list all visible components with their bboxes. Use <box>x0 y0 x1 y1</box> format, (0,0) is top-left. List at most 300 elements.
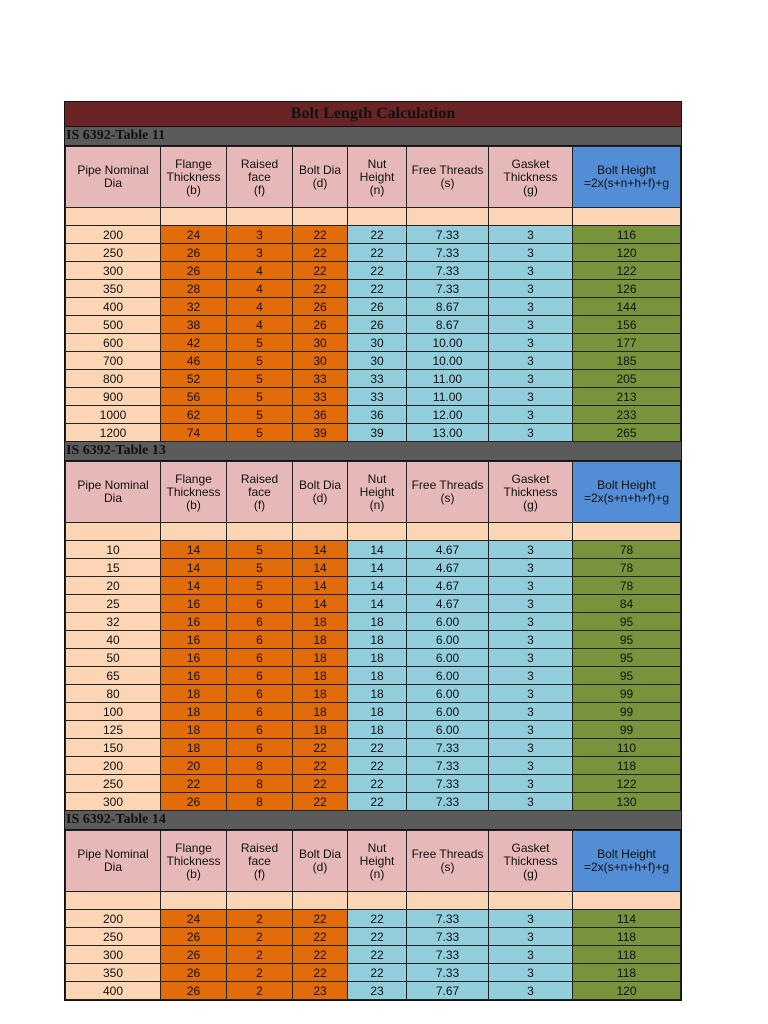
cell-bolt-dia: 22 <box>293 226 348 244</box>
cell-pipe-nominal-dia: 25 <box>66 595 161 613</box>
table-row <box>66 370 681 388</box>
cell-pipe-nominal-dia: 200 <box>66 226 161 244</box>
cell-flange-thickness: 16 <box>161 595 227 613</box>
cell-nut-height: 22 <box>348 757 407 775</box>
cell-free-threads: 6.00 <box>407 685 489 703</box>
cell-gasket-thickness: 3 <box>489 316 573 334</box>
table-row <box>66 595 681 613</box>
cell-flange-thickness: 62 <box>161 406 227 424</box>
cell-nut-height: 18 <box>348 685 407 703</box>
cell-flange-thickness: 42 <box>161 334 227 352</box>
table-row <box>66 244 681 262</box>
cell-bolt-dia: 22 <box>293 757 348 775</box>
cell-bolt-height: 95 <box>573 667 681 685</box>
cell-raised-face: 8 <box>227 793 293 811</box>
cell-bolt-height: 122 <box>573 775 681 793</box>
cell-nut-height: 22 <box>348 739 407 757</box>
cell-flange-thickness: 46 <box>161 352 227 370</box>
cell-free-threads: 7.33 <box>407 964 489 982</box>
cell-raised-face: 4 <box>227 316 293 334</box>
spacer-cell <box>573 523 681 541</box>
cell-free-threads: 7.33 <box>407 262 489 280</box>
spacer-cell <box>573 208 681 226</box>
cell-flange-thickness: 26 <box>161 928 227 946</box>
cell-free-threads: 11.00 <box>407 370 489 388</box>
cell-bolt-height: 265 <box>573 424 681 442</box>
cell-raised-face: 2 <box>227 910 293 928</box>
column-header-nut-height: Nut Height (n) <box>348 147 407 208</box>
cell-nut-height: 39 <box>348 424 407 442</box>
header-row <box>66 831 681 892</box>
cell-nut-height: 14 <box>348 559 407 577</box>
column-header-pipe-nominal-dia: Pipe Nominal Dia <box>66 462 161 523</box>
cell-bolt-height: 126 <box>573 280 681 298</box>
cell-bolt-dia: 14 <box>293 559 348 577</box>
cell-pipe-nominal-dia: 300 <box>66 793 161 811</box>
cell-free-threads: 7.33 <box>407 226 489 244</box>
cell-bolt-height: 205 <box>573 370 681 388</box>
column-header-nut-height: Nut Height (n) <box>348 462 407 523</box>
cell-free-threads: 7.33 <box>407 775 489 793</box>
cell-raised-face: 6 <box>227 631 293 649</box>
cell-free-threads: 7.67 <box>407 982 489 1000</box>
cell-bolt-dia: 23 <box>293 982 348 1000</box>
cell-pipe-nominal-dia: 400 <box>66 982 161 1000</box>
cell-nut-height: 18 <box>348 613 407 631</box>
cell-pipe-nominal-dia: 300 <box>66 262 161 280</box>
spacer-cell <box>293 208 348 226</box>
column-header-free-threads: Free Threads (s) <box>407 462 489 523</box>
cell-pipe-nominal-dia: 900 <box>66 388 161 406</box>
cell-pipe-nominal-dia: 700 <box>66 352 161 370</box>
table-row <box>66 613 681 631</box>
table-row <box>66 910 681 928</box>
cell-raised-face: 6 <box>227 667 293 685</box>
cell-gasket-thickness: 3 <box>489 298 573 316</box>
cell-free-threads: 6.00 <box>407 631 489 649</box>
cell-nut-height: 36 <box>348 406 407 424</box>
cell-nut-height: 26 <box>348 298 407 316</box>
cell-bolt-height: 118 <box>573 757 681 775</box>
cell-flange-thickness: 20 <box>161 757 227 775</box>
cell-gasket-thickness: 3 <box>489 721 573 739</box>
table-row <box>66 757 681 775</box>
cell-bolt-dia: 30 <box>293 334 348 352</box>
cell-nut-height: 22 <box>348 964 407 982</box>
cell-nut-height: 14 <box>348 541 407 559</box>
cell-bolt-height: 95 <box>573 631 681 649</box>
cell-flange-thickness: 26 <box>161 262 227 280</box>
cell-raised-face: 4 <box>227 298 293 316</box>
cell-flange-thickness: 18 <box>161 703 227 721</box>
section-title: IS 6392-Table 14 <box>65 811 681 830</box>
cell-free-threads: 7.33 <box>407 757 489 775</box>
cell-pipe-nominal-dia: 250 <box>66 775 161 793</box>
cell-bolt-height: 120 <box>573 244 681 262</box>
cell-flange-thickness: 18 <box>161 685 227 703</box>
column-header-pipe-nominal-dia: Pipe Nominal Dia <box>66 831 161 892</box>
cell-bolt-height: 233 <box>573 406 681 424</box>
cell-bolt-dia: 18 <box>293 613 348 631</box>
cell-gasket-thickness: 3 <box>489 928 573 946</box>
cell-bolt-height: 130 <box>573 793 681 811</box>
table-row <box>66 631 681 649</box>
column-header-gasket-thickness: Gasket Thickness (g) <box>489 831 573 892</box>
cell-flange-thickness: 18 <box>161 739 227 757</box>
cell-nut-height: 22 <box>348 793 407 811</box>
cell-bolt-dia: 18 <box>293 667 348 685</box>
cell-bolt-height: 177 <box>573 334 681 352</box>
cell-gasket-thickness: 3 <box>489 982 573 1000</box>
cell-pipe-nominal-dia: 100 <box>66 703 161 721</box>
cell-bolt-height: 156 <box>573 316 681 334</box>
cell-raised-face: 3 <box>227 244 293 262</box>
cell-bolt-dia: 22 <box>293 262 348 280</box>
cell-flange-thickness: 24 <box>161 226 227 244</box>
table-row <box>66 541 681 559</box>
cell-pipe-nominal-dia: 500 <box>66 316 161 334</box>
cell-nut-height: 22 <box>348 928 407 946</box>
bolt-table <box>65 461 681 811</box>
spacer-cell <box>227 523 293 541</box>
cell-nut-height: 22 <box>348 262 407 280</box>
cell-free-threads: 7.33 <box>407 928 489 946</box>
cell-pipe-nominal-dia: 200 <box>66 757 161 775</box>
column-header-raised-face: Raised face (f) <box>227 462 293 523</box>
cell-bolt-height: 95 <box>573 613 681 631</box>
cell-free-threads: 8.67 <box>407 316 489 334</box>
cell-gasket-thickness: 3 <box>489 649 573 667</box>
cell-bolt-height: 99 <box>573 721 681 739</box>
cell-gasket-thickness: 3 <box>489 559 573 577</box>
cell-raised-face: 5 <box>227 577 293 595</box>
cell-bolt-dia: 26 <box>293 298 348 316</box>
tables-container <box>65 127 681 1000</box>
cell-bolt-dia: 14 <box>293 541 348 559</box>
cell-gasket-thickness: 3 <box>489 793 573 811</box>
cell-nut-height: 18 <box>348 631 407 649</box>
cell-bolt-height: 122 <box>573 262 681 280</box>
cell-flange-thickness: 52 <box>161 370 227 388</box>
cell-nut-height: 33 <box>348 370 407 388</box>
cell-gasket-thickness: 3 <box>489 541 573 559</box>
cell-nut-height: 22 <box>348 910 407 928</box>
cell-flange-thickness: 22 <box>161 775 227 793</box>
cell-nut-height: 22 <box>348 280 407 298</box>
spacer-cell <box>66 208 161 226</box>
cell-bolt-dia: 30 <box>293 352 348 370</box>
cell-flange-thickness: 32 <box>161 298 227 316</box>
cell-raised-face: 2 <box>227 964 293 982</box>
table-row <box>66 649 681 667</box>
cell-nut-height: 26 <box>348 316 407 334</box>
cell-flange-thickness: 26 <box>161 964 227 982</box>
cell-free-threads: 7.33 <box>407 739 489 757</box>
cell-gasket-thickness: 3 <box>489 613 573 631</box>
cell-flange-thickness: 26 <box>161 244 227 262</box>
cell-bolt-dia: 14 <box>293 595 348 613</box>
cell-gasket-thickness: 3 <box>489 262 573 280</box>
cell-bolt-dia: 33 <box>293 388 348 406</box>
cell-bolt-height: 118 <box>573 946 681 964</box>
spacer-cell <box>407 208 489 226</box>
cell-bolt-height: 99 <box>573 685 681 703</box>
cell-bolt-height: 116 <box>573 226 681 244</box>
cell-gasket-thickness: 3 <box>489 352 573 370</box>
cell-free-threads: 8.67 <box>407 298 489 316</box>
cell-bolt-dia: 22 <box>293 280 348 298</box>
cell-gasket-thickness: 3 <box>489 757 573 775</box>
cell-bolt-dia: 18 <box>293 631 348 649</box>
cell-raised-face: 8 <box>227 775 293 793</box>
cell-bolt-dia: 22 <box>293 928 348 946</box>
table-row <box>66 685 681 703</box>
spacer-cell <box>293 523 348 541</box>
column-header-flange-thickness: Flange Thickness (b) <box>161 462 227 523</box>
cell-pipe-nominal-dia: 125 <box>66 721 161 739</box>
cell-raised-face: 6 <box>227 613 293 631</box>
cell-raised-face: 5 <box>227 541 293 559</box>
cell-gasket-thickness: 3 <box>489 577 573 595</box>
cell-gasket-thickness: 3 <box>489 685 573 703</box>
cell-free-threads: 6.00 <box>407 667 489 685</box>
cell-bolt-height: 78 <box>573 541 681 559</box>
cell-free-threads: 7.33 <box>407 946 489 964</box>
table-row <box>66 406 681 424</box>
column-header-bolt-height: Bolt Height =2x(s+n+h+f)+g <box>573 831 681 892</box>
cell-gasket-thickness: 3 <box>489 334 573 352</box>
cell-raised-face: 5 <box>227 352 293 370</box>
header-row <box>66 147 681 208</box>
column-header-bolt-dia: Bolt Dia (d) <box>293 462 348 523</box>
cell-free-threads: 10.00 <box>407 334 489 352</box>
cell-raised-face: 5 <box>227 559 293 577</box>
cell-gasket-thickness: 3 <box>489 946 573 964</box>
column-header-bolt-height: Bolt Height =2x(s+n+h+f)+g <box>573 462 681 523</box>
cell-raised-face: 3 <box>227 226 293 244</box>
table-row <box>66 388 681 406</box>
cell-flange-thickness: 74 <box>161 424 227 442</box>
spacer-cell <box>161 208 227 226</box>
spacer-cell <box>293 892 348 910</box>
column-header-bolt-dia: Bolt Dia (d) <box>293 831 348 892</box>
cell-nut-height: 33 <box>348 388 407 406</box>
column-header-raised-face: Raised face (f) <box>227 147 293 208</box>
cell-pipe-nominal-dia: 200 <box>66 910 161 928</box>
table-row <box>66 982 681 1000</box>
column-header-free-threads: Free Threads (s) <box>407 147 489 208</box>
cell-flange-thickness: 26 <box>161 946 227 964</box>
cell-bolt-dia: 33 <box>293 370 348 388</box>
column-header-bolt-height: Bolt Height =2x(s+n+h+f)+g <box>573 147 681 208</box>
column-header-gasket-thickness: Gasket Thickness (g) <box>489 462 573 523</box>
bolt-table <box>65 830 681 1000</box>
cell-bolt-dia: 22 <box>293 793 348 811</box>
cell-raised-face: 6 <box>227 595 293 613</box>
column-header-flange-thickness: Flange Thickness (b) <box>161 147 227 208</box>
cell-bolt-dia: 26 <box>293 316 348 334</box>
cell-nut-height: 23 <box>348 982 407 1000</box>
cell-raised-face: 2 <box>227 946 293 964</box>
cell-free-threads: 7.33 <box>407 280 489 298</box>
cell-bolt-dia: 22 <box>293 775 348 793</box>
cell-pipe-nominal-dia: 300 <box>66 946 161 964</box>
cell-pipe-nominal-dia: 600 <box>66 334 161 352</box>
cell-free-threads: 13.00 <box>407 424 489 442</box>
column-header-gasket-thickness: Gasket Thickness (g) <box>489 147 573 208</box>
cell-gasket-thickness: 3 <box>489 667 573 685</box>
cell-pipe-nominal-dia: 800 <box>66 370 161 388</box>
cell-gasket-thickness: 3 <box>489 244 573 262</box>
cell-bolt-height: 185 <box>573 352 681 370</box>
spacer-cell <box>573 892 681 910</box>
cell-raised-face: 8 <box>227 757 293 775</box>
spacer-row <box>66 523 681 541</box>
cell-flange-thickness: 28 <box>161 280 227 298</box>
column-header-free-threads: Free Threads (s) <box>407 831 489 892</box>
cell-raised-face: 6 <box>227 649 293 667</box>
cell-free-threads: 7.33 <box>407 244 489 262</box>
cell-nut-height: 22 <box>348 775 407 793</box>
spacer-cell <box>161 892 227 910</box>
cell-raised-face: 6 <box>227 685 293 703</box>
cell-bolt-height: 95 <box>573 649 681 667</box>
cell-free-threads: 12.00 <box>407 406 489 424</box>
cell-free-threads: 6.00 <box>407 613 489 631</box>
cell-pipe-nominal-dia: 1200 <box>66 424 161 442</box>
cell-pipe-nominal-dia: 15 <box>66 559 161 577</box>
cell-gasket-thickness: 3 <box>489 595 573 613</box>
cell-gasket-thickness: 3 <box>489 631 573 649</box>
cell-pipe-nominal-dia: 250 <box>66 244 161 262</box>
cell-nut-height: 30 <box>348 352 407 370</box>
spacer-cell <box>348 892 407 910</box>
spacer-cell <box>489 208 573 226</box>
bolt-length-sheet <box>64 101 682 1001</box>
cell-free-threads: 4.67 <box>407 541 489 559</box>
cell-raised-face: 6 <box>227 739 293 757</box>
cell-bolt-height: 99 <box>573 703 681 721</box>
cell-flange-thickness: 24 <box>161 910 227 928</box>
cell-pipe-nominal-dia: 1000 <box>66 406 161 424</box>
cell-bolt-dia: 18 <box>293 649 348 667</box>
cell-bolt-dia: 18 <box>293 721 348 739</box>
section-title: IS 6392-Table 11 <box>65 127 681 146</box>
spacer-row <box>66 892 681 910</box>
cell-pipe-nominal-dia: 40 <box>66 631 161 649</box>
column-header-pipe-nominal-dia: Pipe Nominal Dia <box>66 147 161 208</box>
cell-bolt-dia: 36 <box>293 406 348 424</box>
cell-gasket-thickness: 3 <box>489 424 573 442</box>
table-row <box>66 424 681 442</box>
cell-pipe-nominal-dia: 350 <box>66 964 161 982</box>
cell-gasket-thickness: 3 <box>489 226 573 244</box>
cell-raised-face: 6 <box>227 703 293 721</box>
section-title: IS 6392-Table 13 <box>65 442 681 461</box>
cell-raised-face: 6 <box>227 721 293 739</box>
cell-flange-thickness: 16 <box>161 667 227 685</box>
table-row <box>66 946 681 964</box>
cell-flange-thickness: 56 <box>161 388 227 406</box>
table-row <box>66 316 681 334</box>
cell-raised-face: 5 <box>227 424 293 442</box>
cell-raised-face: 5 <box>227 370 293 388</box>
cell-gasket-thickness: 3 <box>489 775 573 793</box>
cell-flange-thickness: 26 <box>161 982 227 1000</box>
cell-free-threads: 7.33 <box>407 793 489 811</box>
spacer-cell <box>66 523 161 541</box>
cell-bolt-dia: 18 <box>293 703 348 721</box>
cell-nut-height: 14 <box>348 595 407 613</box>
table-row <box>66 667 681 685</box>
cell-free-threads: 11.00 <box>407 388 489 406</box>
table-row <box>66 793 681 811</box>
cell-bolt-dia: 22 <box>293 946 348 964</box>
cell-flange-thickness: 26 <box>161 793 227 811</box>
cell-gasket-thickness: 3 <box>489 280 573 298</box>
cell-pipe-nominal-dia: 10 <box>66 541 161 559</box>
spacer-cell <box>227 208 293 226</box>
cell-bolt-dia: 22 <box>293 964 348 982</box>
cell-gasket-thickness: 3 <box>489 703 573 721</box>
cell-bolt-height: 213 <box>573 388 681 406</box>
cell-pipe-nominal-dia: 150 <box>66 739 161 757</box>
spacer-cell <box>227 892 293 910</box>
cell-bolt-height: 118 <box>573 928 681 946</box>
table-row <box>66 280 681 298</box>
cell-nut-height: 18 <box>348 703 407 721</box>
column-header-bolt-dia: Bolt Dia (d) <box>293 147 348 208</box>
cell-raised-face: 4 <box>227 280 293 298</box>
cell-flange-thickness: 16 <box>161 649 227 667</box>
cell-gasket-thickness: 3 <box>489 739 573 757</box>
cell-nut-height: 30 <box>348 334 407 352</box>
table-row <box>66 577 681 595</box>
cell-bolt-height: 120 <box>573 982 681 1000</box>
spacer-cell <box>348 208 407 226</box>
cell-flange-thickness: 16 <box>161 613 227 631</box>
table-row <box>66 559 681 577</box>
cell-nut-height: 14 <box>348 577 407 595</box>
bolt-table <box>65 146 681 442</box>
spacer-cell <box>489 892 573 910</box>
cell-free-threads: 4.67 <box>407 595 489 613</box>
cell-nut-height: 22 <box>348 946 407 964</box>
cell-flange-thickness: 16 <box>161 631 227 649</box>
cell-raised-face: 2 <box>227 928 293 946</box>
table-row <box>66 703 681 721</box>
cell-flange-thickness: 14 <box>161 559 227 577</box>
table-row <box>66 928 681 946</box>
table-row <box>66 739 681 757</box>
spacer-cell <box>161 523 227 541</box>
cell-flange-thickness: 38 <box>161 316 227 334</box>
cell-nut-height: 18 <box>348 721 407 739</box>
cell-pipe-nominal-dia: 350 <box>66 280 161 298</box>
sheet-title: Bolt Length Calculation <box>65 102 681 127</box>
cell-raised-face: 2 <box>227 982 293 1000</box>
spacer-row <box>66 208 681 226</box>
cell-raised-face: 5 <box>227 388 293 406</box>
cell-raised-face: 5 <box>227 406 293 424</box>
cell-nut-height: 18 <box>348 667 407 685</box>
table-row <box>66 352 681 370</box>
table-row <box>66 775 681 793</box>
cell-gasket-thickness: 3 <box>489 910 573 928</box>
spacer-cell <box>407 892 489 910</box>
cell-pipe-nominal-dia: 20 <box>66 577 161 595</box>
cell-bolt-height: 118 <box>573 964 681 982</box>
